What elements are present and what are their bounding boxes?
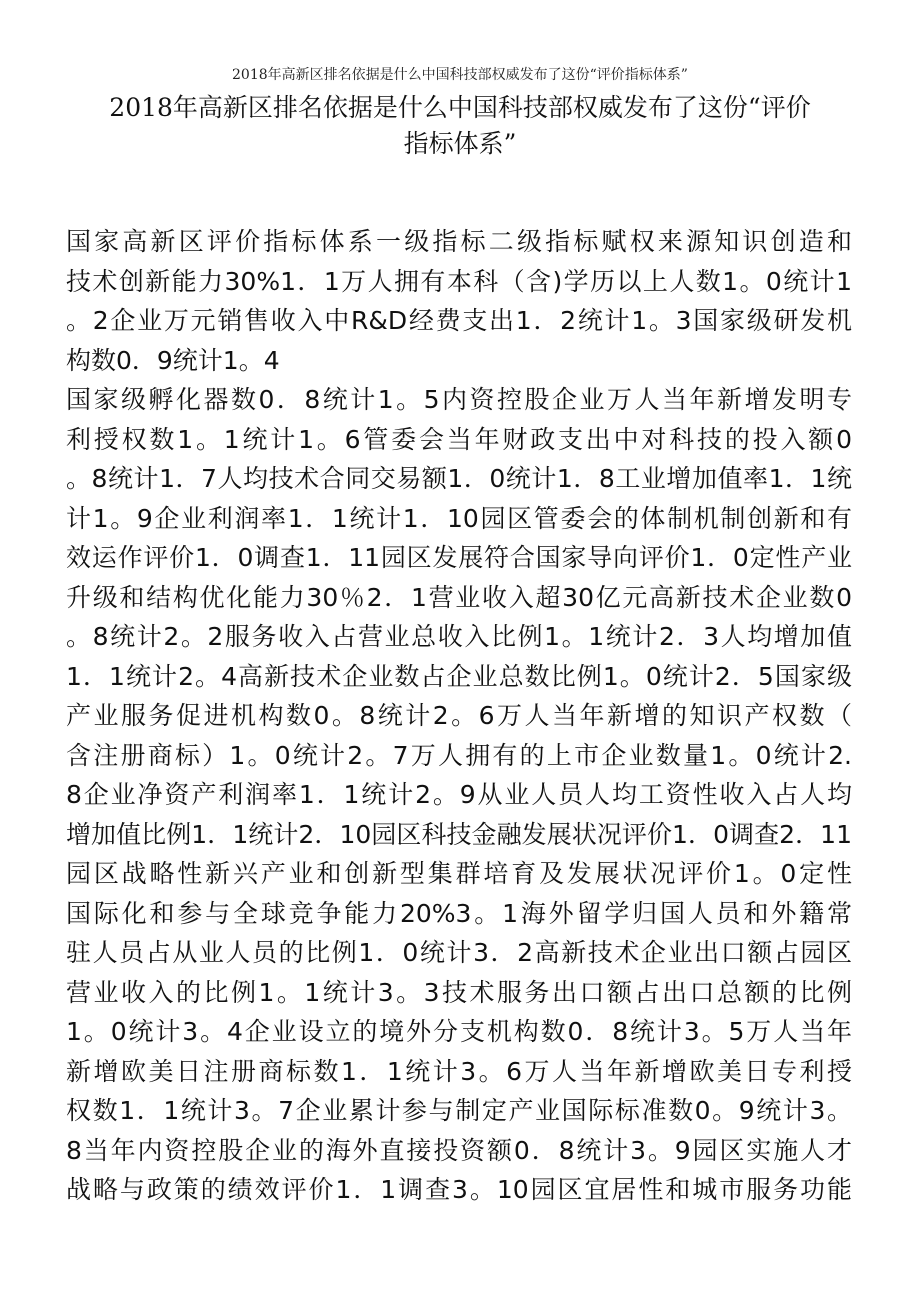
text-line: 1。0统计3。4企业设立的境外分支机构数0．8统计3。5万人当年 [66,1017,852,1046]
text-line: 园区战略性新兴产业和创新型集群培育及发展状况评价1。0定性 [66,859,852,888]
text-line: 驻人员占从业人员的比例1．0统计3．2高新技术企业出口额占园区 [66,938,852,967]
text-line: 利授权数1。1统计1。6管委会当年财政支出中对科技的投入额0 [66,424,852,454]
text-line: 含注册商标）1。0统计2。7万人拥有的上市企业数量1。0统计2. [66,740,852,770]
text-line: 营业收入的比例1。1统计3。3技术服务出口额占出口总额的比例 [66,977,852,1007]
text-line: 技术创新能力30%1．1万人拥有本科（含)学历以上人数1。0统计1 [66,266,852,296]
text-line: 计1。9企业利润率1．1统计1．10园区管委会的体制机制创新和有 [66,503,852,533]
running-header: 2018年高新区排名依据是什么中国科技部权威发布了这份“评价指标体系” [232,67,688,83]
text-line: 效运作评价1．0调查1．11园区发展符合国家导向评价1．0定性产业 [66,543,852,572]
text-line: 国际化和参与全球竞争能力20%3。1海外留学归国人员和外籍常 [66,898,852,928]
title-line-2: 指标体系” [403,129,517,158]
text-line: 产业服务促进机构数0。8统计2。6万人当年新增的知识产权数（ [66,701,852,730]
text-line: 构数0．9统计1。4 [66,345,280,375]
document-title [60,90,860,162]
text-line: 。8统计2。2服务收入占营业总收入比例1。1统计2．3人均增加值 [66,622,852,651]
text-line: 8当年内资控股企业的海外直接投资额0．8统计3。9园区实施人才 [66,1135,852,1165]
text-line: 国家级孵化器数0．8统计1。5内资控股企业万人当年新增发明专 [66,385,852,414]
text-line: 。2企业万元销售收入中R&D经费支出1．2统计1。3国家级研发机 [66,306,852,335]
text-line: 战略与政策的绩效评价1．1调查3。10园区宜居性和城市服务功能 [66,1175,852,1204]
text-line: 权数1．1统计3。7企业累计参与制定产业国际标准数0。9统计3。 [66,1096,852,1125]
text-line: 8企业净资产利润率1．1统计2。9从业人员人均工资性收入占人均 [66,780,852,809]
title-line-1: 2018年高新区排名依据是什么中国科技部权威发布了这份“评价 [109,93,811,122]
text-line: 增加值比例1．1统计2．10园区科技金融发展状况评价1．0调查2．11 [66,819,852,849]
text-line: 。8统计1．7人均技术合同交易额1．0统计1．8工业增加值率1．1统 [66,464,852,493]
text-line: 国家高新区评价指标体系一级指标二级指标赋权来源知识创造和 [66,227,852,256]
text-line: 1．1统计2。4高新技术企业数占企业总数比例1。0统计2．5国家级 [66,661,852,691]
text-line: 新增欧美日注册商标数1．1统计3。6万人当年新增欧美日专利授 [66,1056,852,1086]
text-line: 升级和结构优化能力30％2．1营业收入超30亿元高新技术企业数0 [66,582,852,612]
body-text [66,222,852,1210]
